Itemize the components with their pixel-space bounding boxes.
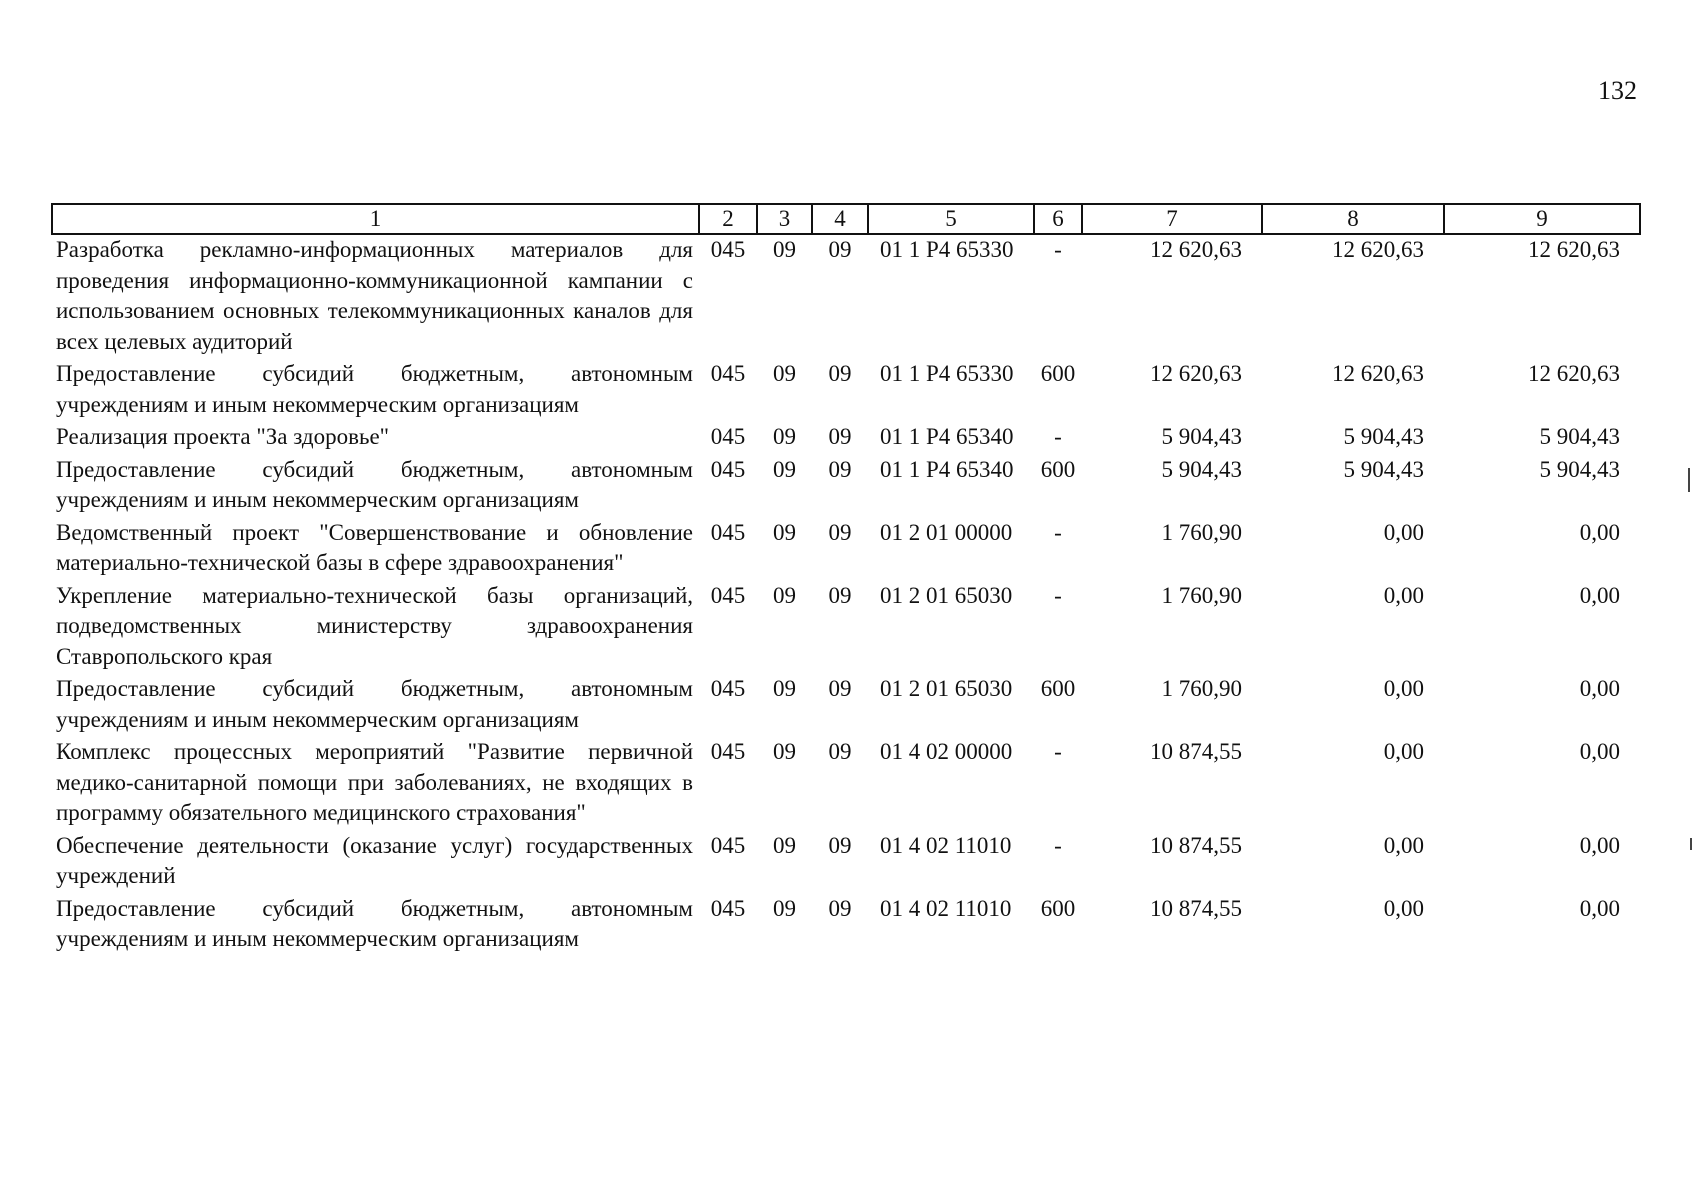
row-col-8: 0,00 bbox=[1383, 519, 1424, 545]
table-row bbox=[52, 455, 1640, 518]
row-col-5: 01 1 Р4 65330 bbox=[880, 237, 1014, 262]
row-col-4: 09 bbox=[828, 676, 852, 701]
row-col-8: 0,00 bbox=[1383, 832, 1424, 858]
scan-edge-mark bbox=[1690, 838, 1692, 850]
row-col-9: 0,00 bbox=[1579, 519, 1620, 545]
row-col-2: 045 bbox=[710, 237, 746, 262]
row-name: Предоставление субсидий бюджетным, автономным учреждениям и иным некоммерческим организациям bbox=[56, 676, 693, 732]
table-row bbox=[52, 422, 1640, 455]
row-col-9: 0,00 bbox=[1579, 895, 1620, 921]
row-name: Укрепление материально-технической базы организаций, подведомственных министерству здравоохранения Ставропольского края bbox=[56, 582, 693, 669]
table-row bbox=[52, 894, 1640, 957]
row-col-5: 01 2 01 65030 bbox=[880, 676, 1013, 701]
header-col-1: 1 bbox=[52, 204, 699, 234]
row-col-3: 09 bbox=[773, 676, 796, 701]
row-col-6: 600 bbox=[1040, 456, 1076, 482]
row-col-7: 5 904,43 bbox=[1161, 456, 1242, 482]
row-col-2: 045 bbox=[710, 424, 746, 449]
row-name: Обеспечение деятельности (оказание услуг) государственных учреждений bbox=[56, 832, 693, 888]
row-col-7: 12 620,63 bbox=[1150, 361, 1242, 386]
row-col-9: 5 904,43 bbox=[1539, 456, 1620, 482]
scan-edge-mark bbox=[1688, 468, 1690, 492]
row-col-5: 01 1 Р4 65340 bbox=[880, 424, 1014, 449]
row-col-5: 01 4 02 00000 bbox=[880, 739, 1013, 764]
row-col-4: 09 bbox=[828, 582, 852, 608]
page-number: 132 bbox=[1598, 76, 1637, 105]
row-name: Предоставление субсидий бюджетным, автономным учреждениям и иным некоммерческим организациям bbox=[56, 895, 693, 951]
header-col-3: 3 bbox=[757, 204, 812, 234]
row-col-3: 09 bbox=[773, 582, 796, 608]
row-col-9: 5 904,43 bbox=[1539, 424, 1620, 449]
row-col-9: 0,00 bbox=[1579, 739, 1620, 764]
row-col-4: 09 bbox=[828, 739, 852, 764]
row-name: Разработка рекламно-информационных материалов для проведения информационно-коммуникационной кампании с использованием основных телекоммуникационных каналов для всех целевых аудиторий bbox=[56, 237, 693, 354]
table-row bbox=[52, 674, 1640, 737]
row-col-2: 045 bbox=[710, 739, 746, 764]
row-col-4: 09 bbox=[828, 456, 852, 482]
header-col-4: 4 bbox=[812, 204, 868, 234]
row-col-6: 600 bbox=[1040, 676, 1076, 701]
table-row bbox=[52, 518, 1640, 581]
row-name: Предоставление субсидий бюджетным, автономным учреждениям и иным некоммерческим организациям bbox=[56, 361, 693, 417]
row-col-5: 01 1 Р4 65330 bbox=[880, 361, 1014, 386]
row-col-8: 12 620,63 bbox=[1332, 237, 1424, 262]
table-row bbox=[52, 234, 1640, 359]
row-col-3: 09 bbox=[773, 456, 796, 482]
row-col-9: 12 620,63 bbox=[1528, 361, 1620, 386]
row-col-7: 10 874,55 bbox=[1150, 832, 1242, 858]
row-col-5: 01 4 02 11010 bbox=[880, 895, 1012, 921]
header-col-5: 5 bbox=[868, 204, 1034, 234]
row-col-3: 09 bbox=[773, 739, 796, 764]
row-col-5: 01 2 01 00000 bbox=[880, 519, 1013, 545]
table-row bbox=[52, 581, 1640, 675]
row-col-7: 1 760,90 bbox=[1161, 582, 1242, 608]
row-col-3: 09 bbox=[773, 424, 796, 449]
row-col-6: - bbox=[1054, 832, 1062, 858]
row-col-4: 09 bbox=[828, 832, 852, 858]
row-col-3: 09 bbox=[773, 361, 796, 386]
header-col-8: 8 bbox=[1262, 204, 1444, 234]
row-col-9: 0,00 bbox=[1579, 676, 1620, 701]
header-col-9: 9 bbox=[1444, 204, 1640, 234]
header-col-6: 6 bbox=[1034, 204, 1082, 234]
row-col-2: 045 bbox=[710, 895, 746, 921]
table-body bbox=[52, 234, 1640, 957]
row-col-8: 12 620,63 bbox=[1332, 361, 1424, 386]
header-col-2: 2 bbox=[699, 204, 757, 234]
row-col-6: - bbox=[1054, 519, 1062, 545]
row-col-8: 5 904,43 bbox=[1343, 456, 1424, 482]
table-row bbox=[52, 831, 1640, 894]
row-col-2: 045 bbox=[710, 519, 746, 545]
row-col-2: 045 bbox=[710, 676, 746, 701]
row-name: Реализация проекта "За здоровье" bbox=[56, 424, 390, 449]
row-col-5: 01 4 02 11010 bbox=[880, 832, 1012, 858]
header-col-7: 7 bbox=[1082, 204, 1262, 234]
row-col-3: 09 bbox=[773, 237, 796, 262]
row-col-4: 09 bbox=[828, 237, 852, 262]
row-name: Ведомственный проект "Совершенствование и обновление материально-технической базы в сфере здравоохранения" bbox=[56, 519, 693, 575]
row-col-7: 12 620,63 bbox=[1150, 237, 1242, 262]
row-col-4: 09 bbox=[828, 895, 852, 921]
row-col-8: 0,00 bbox=[1383, 676, 1424, 701]
table-row bbox=[52, 737, 1640, 831]
row-name: Предоставление субсидий бюджетным, автономным учреждениям и иным некоммерческим организациям bbox=[56, 456, 693, 512]
row-col-6: - bbox=[1054, 739, 1062, 764]
row-name: Комплекс процессных мероприятий "Развитие первичной медико-санитарной помощи при заболеваниях, не входящих в программу обязательного медицинского страхования" bbox=[56, 739, 693, 825]
row-col-9: 12 620,63 bbox=[1528, 237, 1620, 262]
row-col-6: - bbox=[1054, 237, 1062, 262]
row-col-5: 01 1 Р4 65340 bbox=[880, 456, 1014, 482]
row-col-9: 0,00 bbox=[1579, 582, 1620, 608]
row-col-8: 0,00 bbox=[1383, 582, 1424, 608]
row-col-3: 09 bbox=[773, 519, 796, 545]
row-col-4: 09 bbox=[828, 424, 852, 449]
table-row bbox=[52, 359, 1640, 422]
row-col-2: 045 bbox=[710, 361, 746, 386]
row-col-7: 10 874,55 bbox=[1150, 739, 1242, 764]
row-col-8: 5 904,43 bbox=[1343, 424, 1424, 449]
row-col-6: - bbox=[1054, 582, 1062, 608]
row-col-4: 09 bbox=[828, 519, 852, 545]
header-row bbox=[52, 204, 1640, 234]
row-col-3: 09 bbox=[773, 832, 796, 858]
row-col-6: 600 bbox=[1040, 895, 1076, 921]
row-col-9: 0,00 bbox=[1579, 832, 1620, 858]
row-col-7: 10 874,55 bbox=[1150, 895, 1242, 921]
row-col-4: 09 bbox=[828, 361, 852, 386]
row-col-7: 5 904,43 bbox=[1161, 424, 1242, 449]
table-header bbox=[52, 204, 1640, 234]
row-col-6: 600 bbox=[1040, 361, 1076, 386]
row-col-2: 045 bbox=[710, 456, 746, 482]
row-col-8: 0,00 bbox=[1383, 739, 1424, 764]
row-col-7: 1 760,90 bbox=[1161, 676, 1242, 701]
row-col-2: 045 bbox=[710, 832, 746, 858]
row-col-5: 01 2 01 65030 bbox=[880, 582, 1013, 608]
row-col-3: 09 bbox=[773, 895, 796, 921]
row-col-7: 1 760,90 bbox=[1161, 519, 1242, 545]
row-col-6: - bbox=[1054, 424, 1062, 449]
budget-table bbox=[51, 203, 1641, 957]
row-col-8: 0,00 bbox=[1383, 895, 1424, 921]
row-col-2: 045 bbox=[710, 582, 746, 608]
